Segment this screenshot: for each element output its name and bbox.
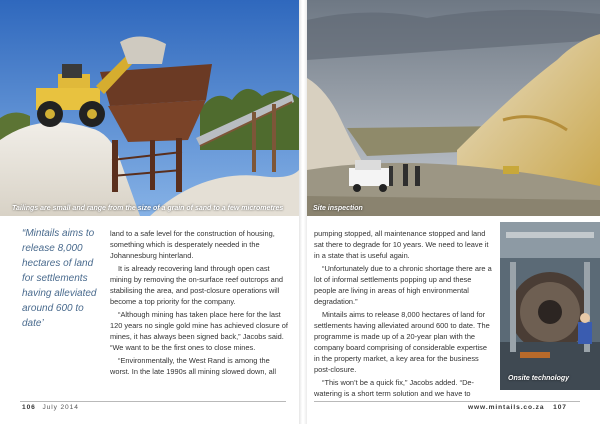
site-inspection-caption: Site inspection: [313, 205, 363, 212]
paragraph: “Although mining has taken place here for the last 120 years no single gold mine has achieved closure of mines, it has always been signed back,” Jacobs said. “We want to be the first ones to close mines.: [110, 309, 288, 353]
paragraph: It is already recovering land through open cast mining by removing the on-surface reef outcrops and stabilising the area, and post-closure operations will become a top priority for the company.: [110, 263, 283, 307]
machinery-illustration: [500, 222, 600, 390]
site-inspection-photo: [307, 0, 600, 216]
paragraph: Mintails aims to release 8,000 hectares of land for settlements having alleviated around 600 to date. The programme is made up of a 20-year plan with the company board comprising of considerable expertise in the property market, a key area for the business post-closure.: [314, 309, 490, 375]
footer-rule-left: [20, 401, 286, 402]
issue-date: July 2014: [42, 404, 79, 411]
paragraph: pumping stopped, all maintenance stopped and land sat there to degrade for 10 years. We need to leave it in a state that is useful again.: [314, 229, 489, 261]
footer-rule-right: [314, 401, 580, 402]
tailings-caption: Tailings are small and range from the size of a grain of sand to a few micrometres: [12, 205, 284, 212]
tailings-photo: [0, 0, 299, 216]
onsite-technology-caption: Onsite technology: [508, 375, 570, 382]
left-body-column: [110, 228, 288, 379]
page-gutter: [299, 0, 307, 424]
paragraph: land to a safe level for the construction of housing, something which is desperately needed in the Johannesburg hinterland.: [110, 229, 275, 261]
page-number-left: 106: [22, 404, 36, 411]
footer-left: [22, 404, 79, 411]
page-number-right: 107: [553, 404, 567, 411]
paragraph: “Environmentally, the West Rand is among the worst. In the late 1990s all mining slowed down, all: [110, 355, 276, 376]
paragraph: “Unfortunately due to a chronic shortage there are a lot of informal settlements popping up and these people are living in areas of high environmental degradation.”: [314, 263, 492, 307]
website: www.mintails.co.za: [468, 404, 545, 411]
paragraph: “This won’t be a quick fix,” Jacobs added. “De-watering is a short term solution and we have to: [314, 378, 474, 399]
right-body-column: [314, 228, 492, 401]
pull-quote: “Mintails aims to release 8,000 hectares of land for settlements having alleviated around 600 to date’: [22, 228, 97, 329]
footer-right: [468, 404, 567, 411]
onsite-technology-photo: [500, 222, 600, 390]
